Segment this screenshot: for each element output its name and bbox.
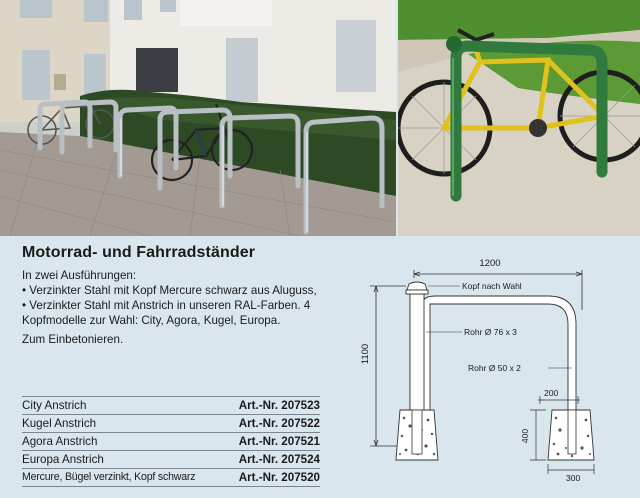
foot-bottom-label: 300 — [566, 473, 581, 483]
article-number: Art.-Nr. 207520 — [225, 469, 320, 487]
table-row — [22, 451, 320, 469]
article-table — [22, 396, 320, 487]
description-note: Zum Einbetonieren. — [22, 333, 124, 346]
height-label: 1100 — [360, 343, 371, 365]
product-description — [22, 268, 322, 347]
photo-rack-row-image — [0, 0, 396, 236]
product-name: Mercure, Bügel verzinkt, Kopf schwarz — [22, 469, 225, 487]
photo-green-rack — [398, 0, 640, 236]
description-bullet-painted: • Verzinkter Stahl mit Anstrich in unseren RAL-Farben. 4 Kopfmodelle zur Wahl: City, Agora, Kugel, Europa. — [22, 299, 311, 327]
tube-50-label: Rohr Ø 50 x 2 — [468, 363, 521, 373]
table-row — [22, 433, 320, 451]
footing-right — [548, 410, 594, 460]
product-name: City Anstrich — [22, 397, 225, 415]
width-label: 1200 — [479, 258, 501, 269]
article-number: Art.-Nr. 207522 — [225, 415, 320, 433]
head-label: Kopf nach Wahl — [462, 281, 522, 291]
technical-drawing — [340, 250, 630, 490]
tube-76-label: Rohr Ø 76 x 3 — [464, 327, 517, 337]
product-name: Europa Anstrich — [22, 451, 225, 469]
footing-left — [396, 410, 438, 460]
photo-green-rack-image — [398, 0, 640, 236]
table-row — [22, 415, 320, 433]
table-row — [22, 469, 320, 487]
foot-top-label: 200 — [544, 388, 559, 398]
article-number: Art.-Nr. 207523 — [225, 397, 320, 415]
article-number: Art.-Nr. 207524 — [225, 451, 320, 469]
description-intro: In zwei Ausführungen: — [22, 269, 137, 282]
photo-rack-row — [0, 0, 396, 236]
post-head-icon — [406, 282, 428, 294]
table-row — [22, 397, 320, 415]
product-name: Agora Anstrich — [22, 433, 225, 451]
description-bullet-galvanized: • Verzinkter Stahl mit Kopf Mercure schwarz aus Aluguss, — [22, 284, 317, 297]
page-title: Motorrad- und Fahrradständer — [22, 244, 256, 261]
foot-height-label: 400 — [520, 428, 530, 444]
product-name: Kugel Anstrich — [22, 415, 225, 433]
article-number: Art.-Nr. 207521 — [225, 433, 320, 451]
